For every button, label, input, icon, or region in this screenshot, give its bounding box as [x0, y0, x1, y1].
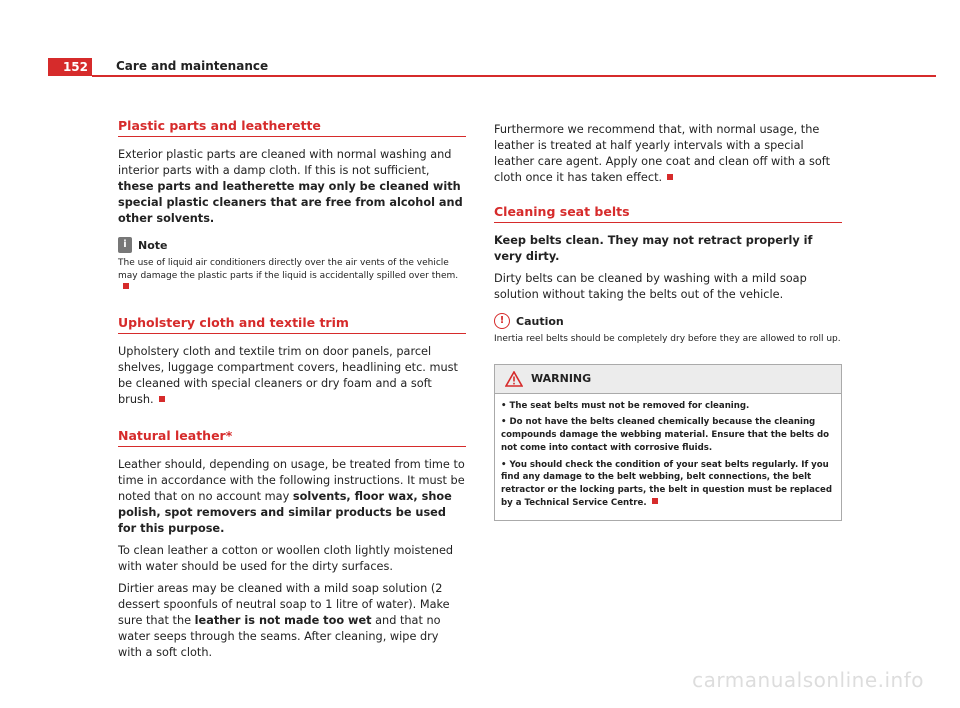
header-rule [92, 75, 936, 77]
warning-item: • Do not have the belts cleaned chemically because the cleaning compounds damage the webbing material. Ensure that the belts do not come into contact with corrosive fluids. [501, 417, 830, 453]
warning-item: • The seat belts must not be removed for cleaning. [501, 400, 750, 411]
end-marker-icon [159, 396, 165, 402]
warning-label: WARNING [531, 372, 592, 385]
caution-icon: ! [494, 313, 510, 329]
warning-body [495, 394, 841, 520]
upholstery-paragraph: Upholstery cloth and textile trim on door panels, parcel shelves, luggage compartment covers, headlining etc. must be cleaned with special cleaners or dry foam and a soft brush. [118, 344, 458, 406]
end-marker-icon [652, 498, 658, 504]
seat-belts-paragraph: Dirty belts can be cleaned by washing with a mild soap solution without taking the belts out of the vehicle. [494, 272, 807, 301]
left-column [118, 118, 466, 667]
page-header [48, 58, 936, 76]
end-marker-icon [123, 283, 129, 289]
warning-item: • You should check the condition of your seat belts regularly. If you find any damage to the belt webbing, belt connections, the belt retractor or the locking parts, the belt in question must be replaced by a Technical Service Centre. [501, 459, 832, 509]
heading-plastic-parts: Plastic parts and leatherette [118, 118, 466, 137]
watermark: carmanualsonline.info [692, 668, 924, 692]
leather-paragraph-1: Leather should, depending on usage, be treated from time to time in accordance with the following instructions. It must be noted that on no account may solvents, floor wax, shoe polish, spot removers and similar products be used for this purpose. [118, 457, 465, 535]
plastic-paragraph: Exterior plastic parts are cleaned with normal washing and interior parts with a damp cloth. If this is not sufficient, these parts and leatherette may only be cleaned with special plastic cleaners that are free from alcohol and other solvents. [118, 148, 463, 225]
leather-care-paragraph: Furthermore we recommend that, with normal usage, the leather is treated at half yearly intervals with a special leather care agent. Apply one coat and clean off with a soft cloth once it has taken effect. [494, 123, 831, 184]
note-text: The use of liquid air conditioners directly over the air vents of the vehicle may damage the plastic parts if the liquid is accidentally spilled over them. [118, 257, 466, 295]
seat-belts-bold-line: Keep belts clean. They may not retract properly if very dirty. [494, 234, 813, 263]
heading-cleaning-seat-belts: Cleaning seat belts [494, 204, 842, 223]
note-icon: i [118, 237, 132, 253]
end-marker-icon [667, 174, 673, 180]
chapter-title: Care and maintenance [116, 59, 269, 73]
leather-paragraph-2: To clean leather a cotton or woollen cloth lightly moistened with water should be used for the dirty surfaces. [118, 543, 454, 573]
warning-header [495, 365, 841, 394]
note-header [118, 237, 466, 253]
page-number: 152 [48, 58, 92, 76]
warning-triangle-icon [505, 371, 523, 387]
heading-upholstery: Upholstery cloth and textile trim [118, 315, 466, 334]
warning-box [494, 364, 842, 521]
caution-text: Inertia reel belts should be completely dry before they are allowed to roll up. [494, 334, 841, 344]
caution-header [494, 313, 842, 329]
heading-natural-leather: Natural leather* [118, 428, 466, 447]
caution-label: Caution [516, 314, 564, 328]
leather-paragraph-3: Dirtier areas may be cleaned with a mild soap solution (2 dessert spoonfuls of neutral soap to 1 litre of water). Make sure that the leather is not made too wet and that no water seeps through the seams. After cleaning, wipe dry with a soft cloth. [118, 581, 450, 659]
right-column [494, 122, 842, 521]
note-label: Note [138, 238, 168, 252]
